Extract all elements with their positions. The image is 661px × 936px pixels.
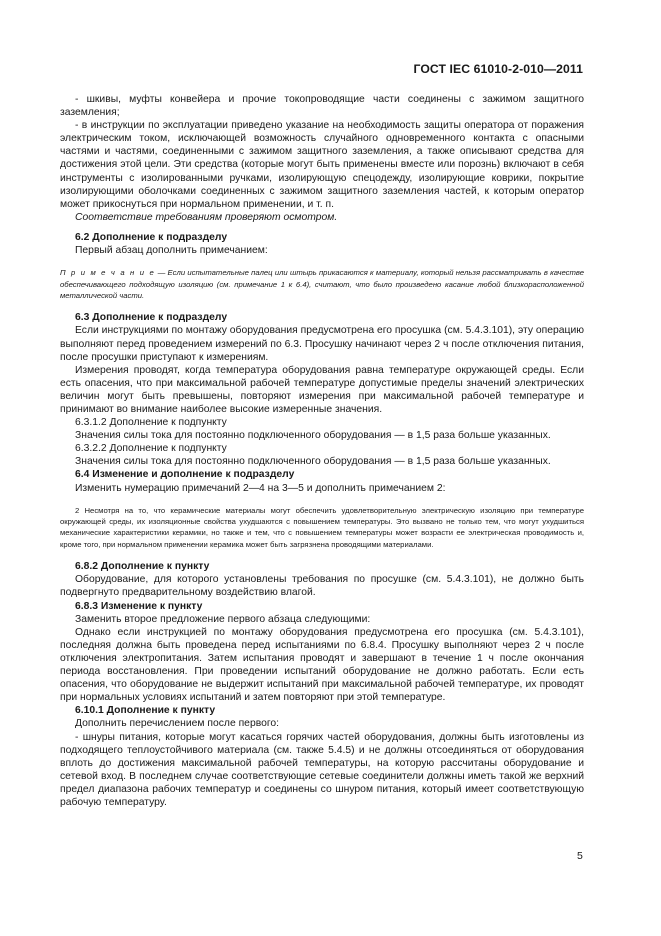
paragraph: Оборудование, для которого установлены требования по просушке (см. 5.4.3.101), не должно быть подвергнуто предварительному воздействию влагой. [60,574,584,599]
paragraph: Дополнить перечислением после первого: [75,718,279,730]
paragraph: Если инструкциями по монтажу оборудования предусмотрена его просушка (см. 5.4.3.101), эту операцию выполняют перед проведением измерений по 6.3. Просушку начинают через 2 ч после отключения питания, после просушки приступают к измерениям. [60,325,584,363]
section-heading: 6.10.1 Дополнение к пункту [75,705,216,717]
section-heading: 6.8.3 Изменение к пункту [75,600,203,612]
note-2: 2 Несмотря на то, что керамические материалы могут обеспечить удовлетворительную электрическую изоляцию при температуре окружающей среды, их изоляционные свойства ухудшаются с повышением температуры. Это вызвано не только тем, что могут ухудшиться механические характеристики керамики, но также и тем, что с повышением температуры может возрасти ее электрическая проводимость и, кроме того, при нормальном применении керамика может быть загрязнена проводящими материалами. [60,505,584,549]
paragraph: - шкивы, муфты конвейера и прочие токопроводящие части соединены с зажимом защитного заземления; [60,94,584,119]
paragraph: Изменить нумерацию примечаний 2—4 на 3—5 и дополнить примечанием 2: [75,482,446,494]
page-number: 5 [577,850,583,862]
paragraph: Значения силы тока для постоянно подключенного оборудования — в 1,5 раза больше указанных. [75,456,551,468]
paragraph: Первый абзац дополнить примечанием: [75,245,268,257]
document-body [60,93,584,809]
section-heading: 6.8.2 Дополнение к пункту [75,561,210,573]
compliance-statement: Соответствие требованиям проверяют осмотром. [75,211,338,223]
paragraph: Заменить второе предложение первого абзаца следующими: [75,613,371,625]
note [60,267,584,301]
note-text: — Если испытательные палец или штырь прикасаются к материалу, который нельзя рассматривать в качестве обеспечивающего подходящую изоляцию (см. примечание 1 к 6.4), считают, что было произведено касание любой близкорасположенной металлической части. [60,268,585,300]
paragraph: Однако если инструкцией по монтажу оборудования предусмотрена его просушка (см. 5.4.3.101), последняя должна быть проведена перед испытаниями по 6.8.4. Просушку выполняют через 2 ч после отключения электропитания. Затем испытания проводят и завершают в течение 1 ч после окончания периода восстановления. При проведении испытаний оборудование не должно работать. Если есть опасения, что оборудование не выдержит испытаний при максимальной рабочей температуре, их проводят при нормальных условиях испытаний и затем повторяют при этой температуре. [60,626,584,704]
subsection-heading: 6.3.2.2 Дополнение к подпункту [75,443,227,455]
subsection-heading: 6.3.1.2 Дополнение к подпункту [75,417,227,429]
paragraph: Измерения проводят, когда температура оборудования равна температуре окружающей среды. Если есть опасения, что при максимальной рабочей температуре допустимые пределы значений электрических величин могут быть превышены, повторяют измерения при максимальной рабочей температуре и принимают во внимание наиболее высокие измеренные значения. [60,364,584,415]
section-heading: 6.3 Дополнение к подразделу [75,312,228,324]
section-heading: 6.2 Дополнение к подразделу [75,231,228,243]
section-heading: 6.4 Изменение и дополнение к подразделу [75,469,295,481]
note-label: П р и м е ч а н и е [60,268,156,278]
paragraph: - шнуры питания, которые могут касаться горячих частей оборудования, должны быть изготовлены из подходящего теплоустойчивого материала (см. также 5.4.5) и не должны отсоединяться от оборудования вплоть до достижения максимальной рабочей температуры, на которую рассчитаны оборудование и сетевой вход. В последнем случае соответствующие сетевые соединители должны иметь такой же верхний предел диапазона рабочих температур и соединены со шнуром питания, который имеет соответствующую рабочую температуру. [60,731,584,808]
paragraph: - в инструкции по эксплуатации приведено указание на необходимость защиты оператора от поражения электрическим током, исключающей возможность случайного одновременного контакта с опасными частями и частями, соединенными с зажимом защитного заземления, а также описывают средства для достижения этой цели. Эти средства (которые могут быть применены вместе или порознь) включают в себя инструменты с изолированными ручками, изолирующую спецодежду, изолирующие коврики, покрытие изолирующими оболочками соединенных с зажимом защитного заземления частей, к которым оператор может прикоснуться при нормальном применении, и т. п. [60,120,584,210]
paragraph: Значения силы тока для постоянно подключенного оборудования — в 1,5 раза больше указанных. [75,430,551,442]
document-header-id: ГОСТ IEC 61010-2-010—2011 [413,62,583,76]
